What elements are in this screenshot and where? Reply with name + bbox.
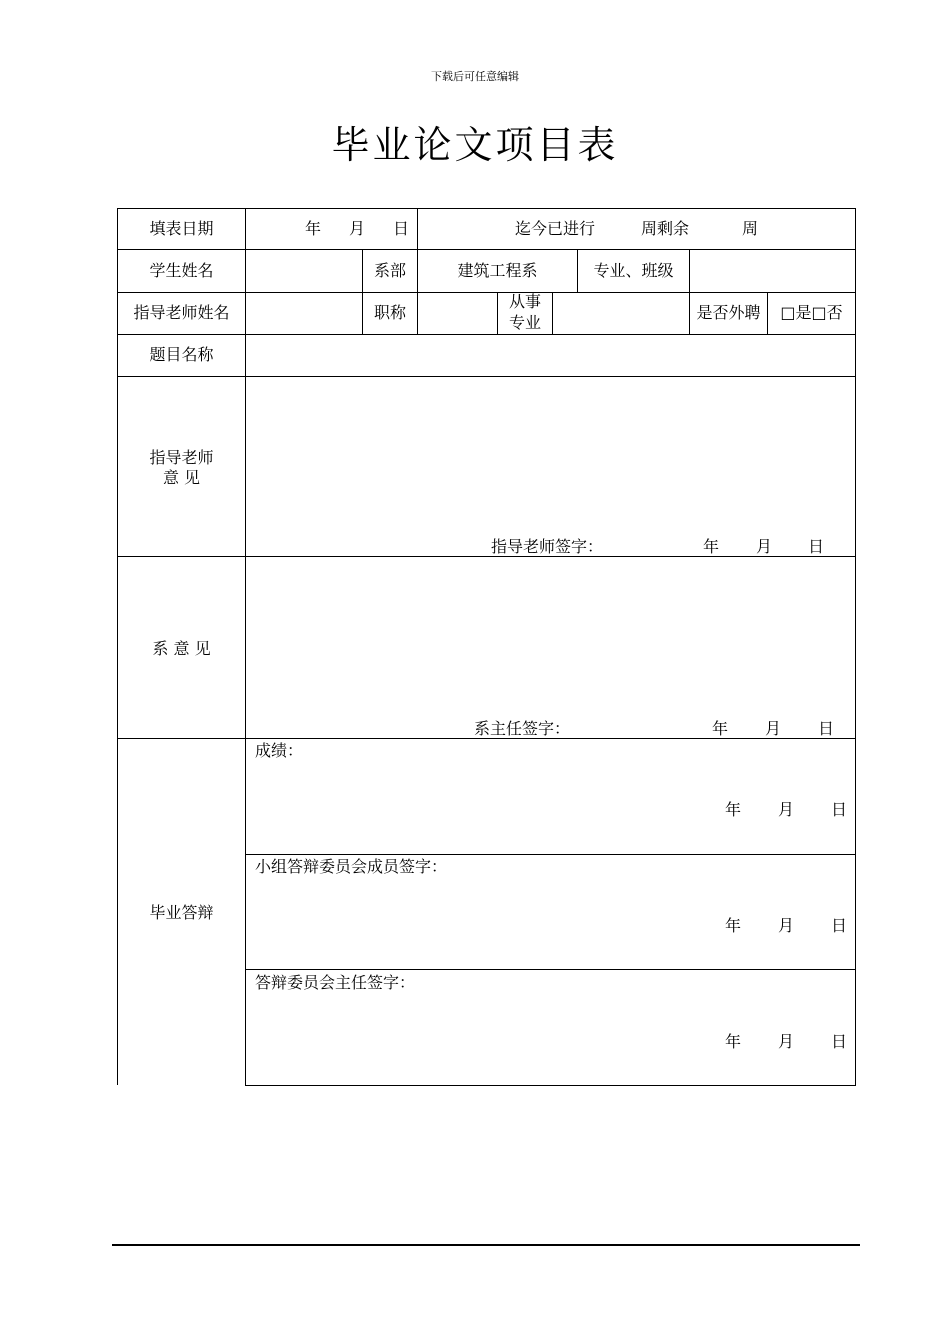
- external-checkboxes[interactable]: □是□否: [780, 303, 843, 322]
- date-year-label: 年: [305, 219, 322, 238]
- header-note: 下载后可任意编辑: [431, 70, 519, 83]
- chair-sign-field[interactable]: [247, 996, 853, 1026]
- date-month-label: 月: [349, 219, 366, 238]
- remaining-label: 周剩余: [641, 219, 690, 238]
- fill-date-label: 填表日期: [149, 219, 214, 238]
- defense-label: 毕业答辩: [149, 903, 214, 922]
- page-title: 毕业论文项目表: [331, 123, 619, 167]
- advisor-opinion-label-1: 指导老师: [149, 448, 214, 467]
- advisor-sign-month: 月: [756, 537, 773, 556]
- grade-label: 成绩：: [255, 741, 304, 760]
- advisor-opinion-field[interactable]: [247, 378, 853, 528]
- grade-year: 年: [725, 800, 742, 819]
- dept-head-sign-label: 系主任签字：: [474, 719, 571, 738]
- grade-month: 月: [778, 800, 795, 819]
- committee-day: 日: [831, 916, 848, 935]
- chair-day: 日: [831, 1032, 848, 1051]
- major-class-field[interactable]: [691, 251, 853, 291]
- committee-sign-field[interactable]: [247, 880, 853, 910]
- chair-year: 年: [725, 1032, 742, 1051]
- committee-year: 年: [725, 916, 742, 935]
- dept-opinion-field[interactable]: [247, 558, 853, 708]
- advisor-name-label: 指导老师姓名: [133, 303, 230, 322]
- job-title-label: 职称: [373, 303, 406, 322]
- field-label-line2: 专业: [508, 313, 541, 332]
- week-label: 周: [742, 219, 759, 238]
- major-class-label: 专业、班级: [593, 261, 674, 280]
- advisor-sign-label: 指导老师签字：: [491, 537, 604, 556]
- grade-field[interactable]: [247, 764, 853, 794]
- student-name-field[interactable]: [247, 251, 360, 291]
- chair-sign-label: 答辩委员会主任签字：: [255, 973, 416, 992]
- advisor-sign-day: 日: [808, 537, 825, 556]
- dept-sign-month: 月: [765, 719, 782, 738]
- topic-label: 题目名称: [149, 345, 214, 364]
- student-name-label: 学生姓名: [149, 261, 214, 280]
- progress-label: 迄今已进行: [515, 219, 596, 238]
- advisor-opinion-label-2: 意 见: [162, 468, 201, 487]
- date-day-label: 日: [393, 219, 410, 238]
- dept-value: 建筑工程系: [457, 261, 538, 280]
- dept-opinion-label: 系 意 见: [152, 639, 211, 658]
- committee-month: 月: [778, 916, 795, 935]
- advisor-sign-year: 年: [703, 537, 720, 556]
- topic-field[interactable]: [247, 336, 853, 375]
- footer-divider: [112, 1244, 860, 1246]
- grade-day: 日: [831, 800, 848, 819]
- field-value-field[interactable]: [554, 294, 687, 333]
- dept-label: 系部: [373, 261, 406, 280]
- dept-sign-year: 年: [712, 719, 729, 738]
- chair-month: 月: [778, 1032, 795, 1051]
- advisor-name-field[interactable]: [247, 294, 360, 333]
- job-title-field[interactable]: [419, 294, 495, 333]
- dept-sign-day: 日: [818, 719, 835, 738]
- field-label-line1: 从事: [508, 292, 541, 311]
- committee-sign-label: 小组答辩委员会成员签字：: [255, 857, 448, 876]
- external-label: 是否外聘: [696, 303, 761, 322]
